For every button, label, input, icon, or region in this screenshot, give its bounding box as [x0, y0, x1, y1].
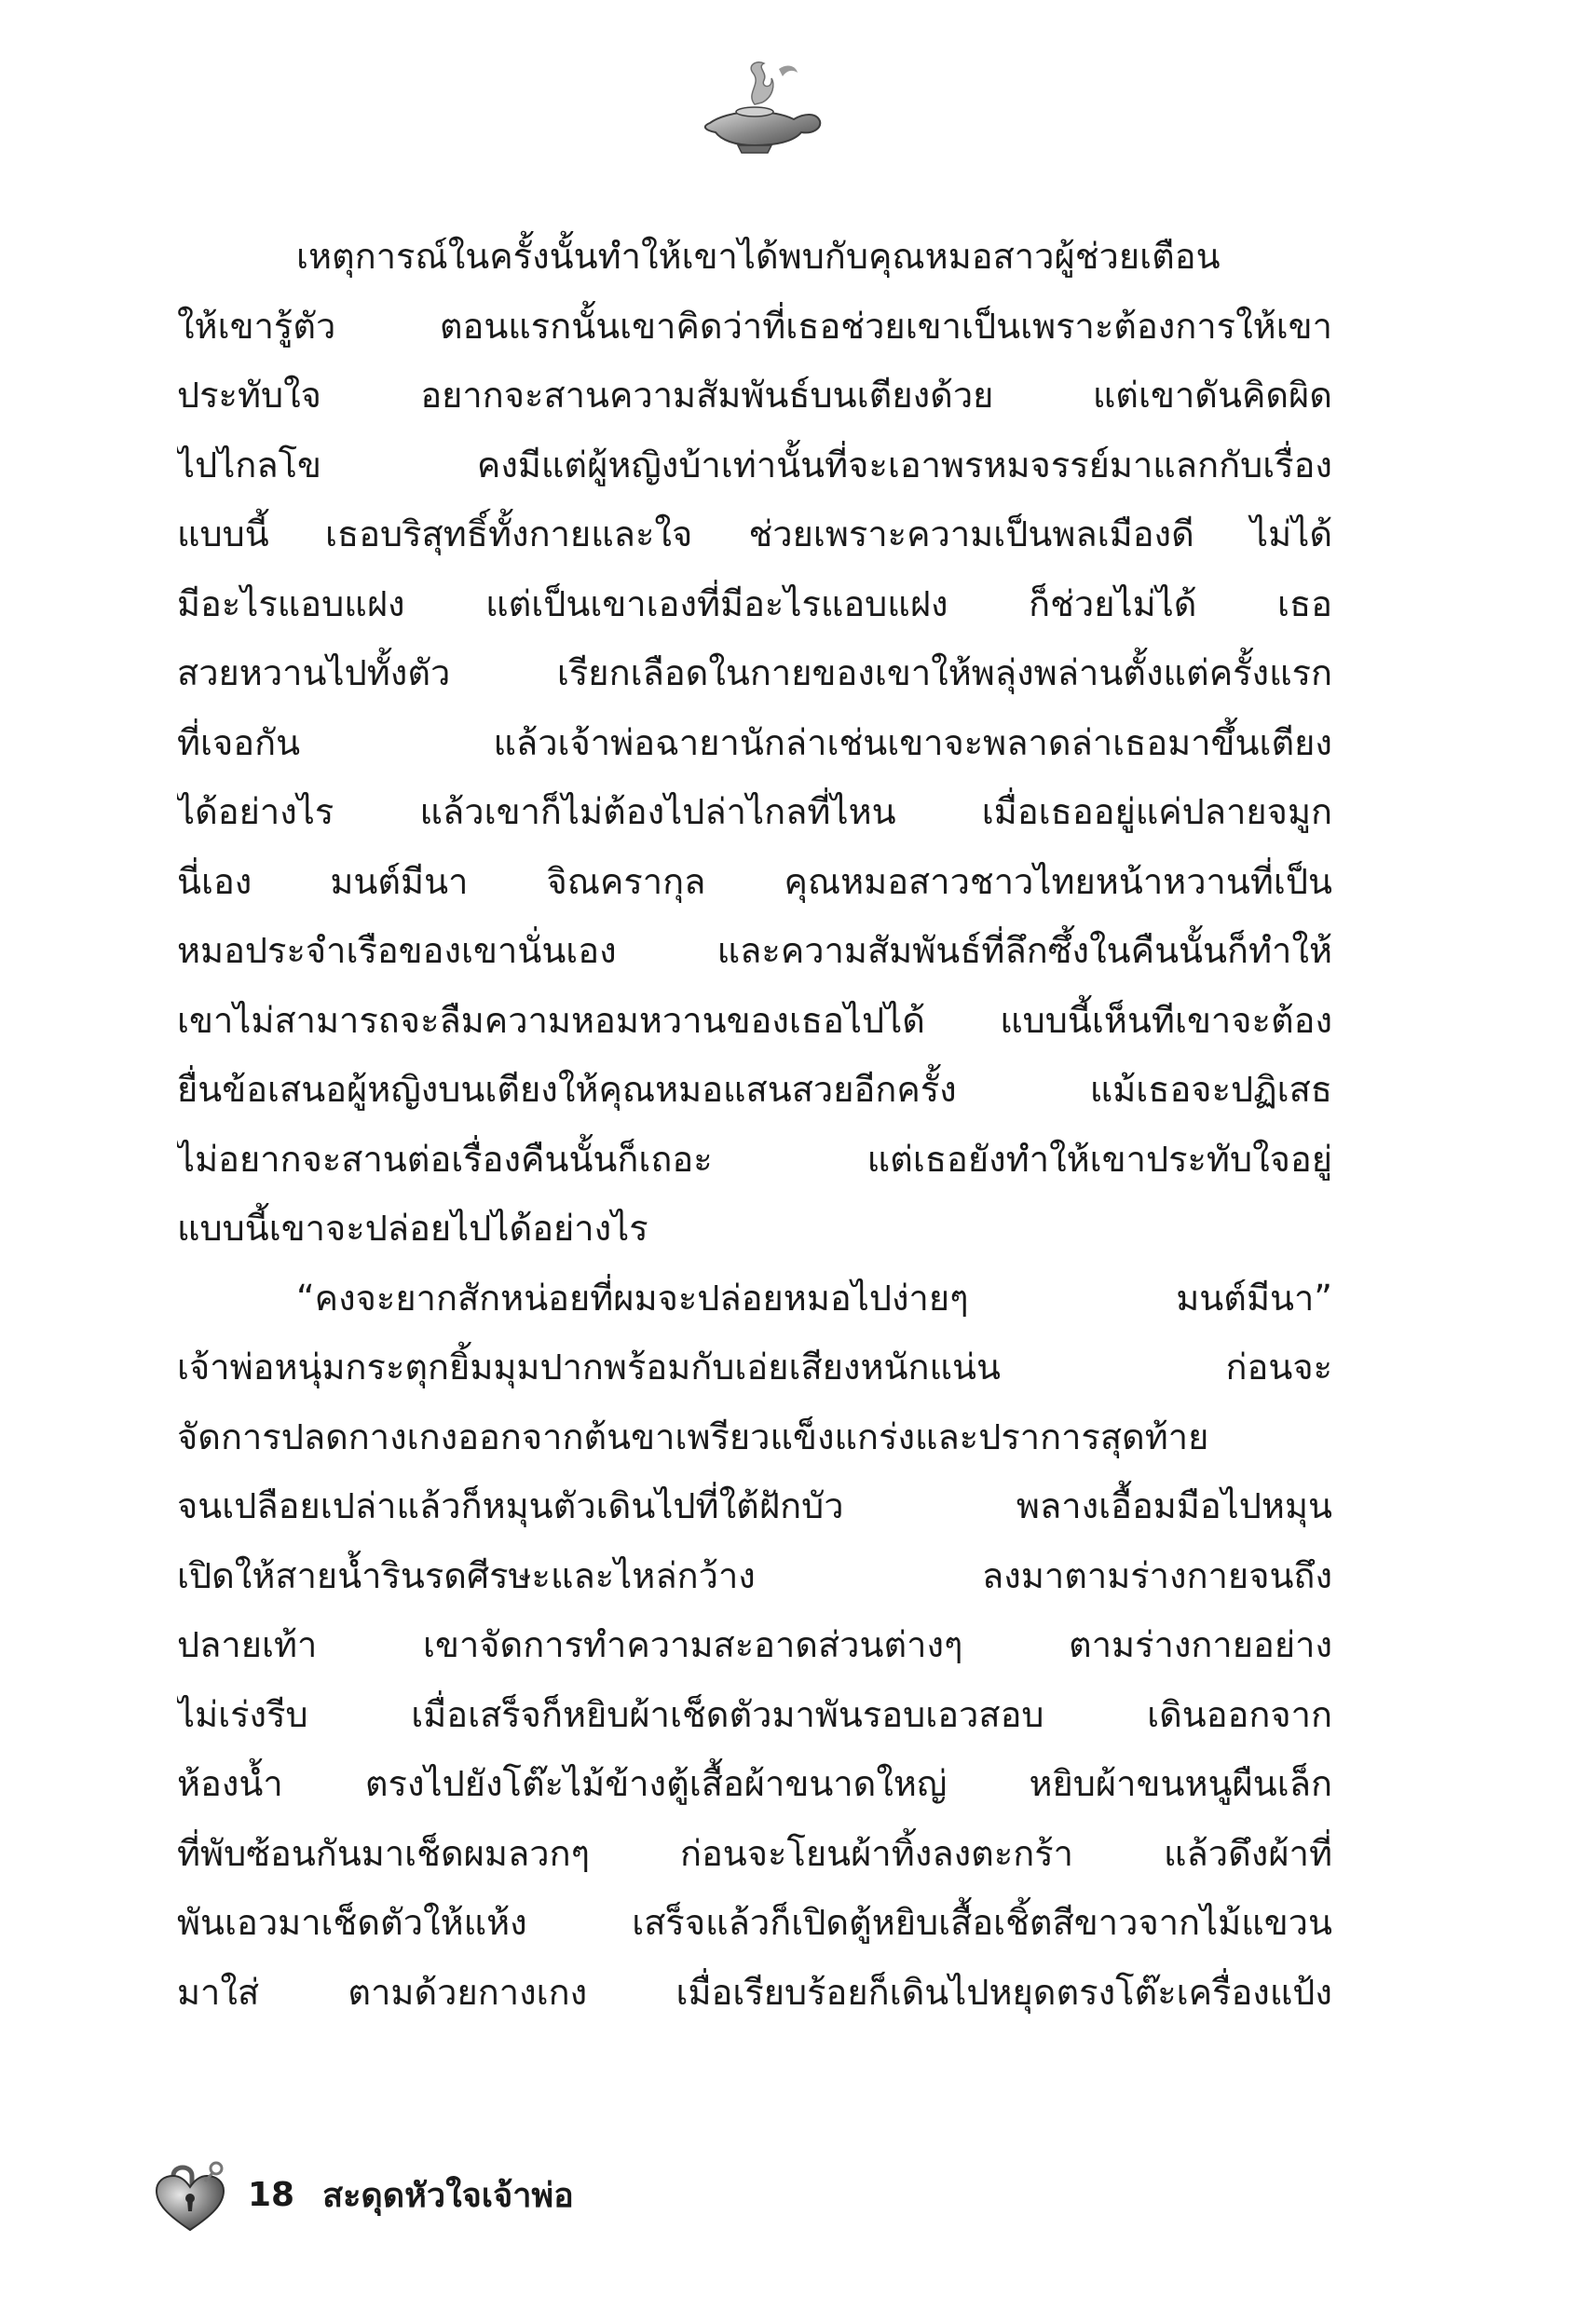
- text-line: ได้อย่างไร แล้วเขาก็ไม่ต้องไปล่าไกลที่ไหน เมื่อเธออยู่แค่ปลายจมูก: [177, 791, 1332, 832]
- text-line: หมอประจำเรือของเขานั่นเอง และความสัมพันธ์ที่ลึกซึ้งในคืนนั้นก็ทำให้: [177, 930, 1332, 971]
- text-line: จัดการปลดกางเกงออกจากต้นขาเพรียวแข็งแกร่งและปราการสุดท้าย: [177, 1415, 1209, 1457]
- text-line: มาใส่ ตามด้วยกางเกง เมื่อเรียบร้อยก็เดินไปหยุดตรงโต๊ะเครื่องแป้ง: [177, 1971, 1332, 2013]
- body-text: [177, 222, 1332, 2132]
- page-number: 18: [248, 2175, 295, 2214]
- text-line: ที่พับซ้อนกันมาเช็ดผมลวกๆ ก่อนจะโยนผ้าทิ้งลงตะกร้า แล้วดึงผ้าที่: [177, 1832, 1332, 1874]
- text-line: มีอะไรแอบแฝง แต่เป็นเขาเองที่มีอะไรแอบแฝง ก็ช่วยไม่ได้ เธอ: [177, 582, 1332, 624]
- text-line: ประทับใจ อยากจะสานความสัมพันธ์บนเตียงด้วย แต่เขาดันคิดผิด: [177, 375, 1332, 416]
- text-line: แบบนี้ เธอบริสุทธิ์ทั้งกายและใจ ช่วยเพราะความเป็นพลเมืองดี ไม่ได้: [177, 513, 1332, 554]
- text-line: จนเปลือยเปล่าแล้วก็หมุนตัวเดินไปที่ใต้ฝักบัว พลางเอื้อมมือไปหมุน: [177, 1485, 1332, 1526]
- text-line: ไม่เร่งรีบ เมื่อเสร็จก็หยิบผ้าเช็ดตัวมาพันรอบเอวสอบ เดินออกจาก: [177, 1693, 1332, 1735]
- text-line: เหตุการณ์ในครั้งนั้นทำให้เขาได้พบกับคุณหมอสาวผู้ช่วยเตือน: [296, 236, 1221, 277]
- text-line: ไปไกลโข คงมีแต่ผู้หญิงบ้าเท่านั้นที่จะเอาพรหมจรรย์มาแลกกับเรื่อง: [177, 444, 1332, 485]
- paragraph: [177, 1264, 1332, 2028]
- text-line: เขาไม่สามารถจะลืมความหอมหวานของเธอไปได้ แบบนี้เห็นทีเขาจะต้อง: [177, 999, 1332, 1041]
- text-line: นี่เอง มนต์มีนา จิณครากุล คุณหมอสาวชาวไทยหน้าหวานที่เป็น: [177, 860, 1332, 902]
- heart-lock-icon: [149, 2154, 231, 2236]
- text-line: ให้เขารู้ตัว ตอนแรกนั้นเขาคิดว่าที่เธอช่วยเขาเป็นเพราะต้องการให้เขา: [177, 305, 1332, 347]
- book-title: สะดุดหัวใจเจ้าพ่อ: [322, 2176, 574, 2215]
- text-line: พันเอวมาเช็ดตัวให้แห้ง เสร็จแล้วก็เปิดตู้หยิบเสื้อเชิ้ตสีขาวจากไม้แขวน: [177, 1902, 1332, 1943]
- text-line: ที่เจอกัน แล้วเจ้าพ่อฉายานักล่าเช่นเขาจะพลาดล่าเธอมาขึ้นเตียง: [177, 721, 1332, 763]
- text-line: ไม่อยากจะสานต่อเรื่องคืนนั้นก็เถอะ แต่เธอยังทำให้เขาประทับใจอยู่: [177, 1138, 1332, 1180]
- page-footer: [149, 2153, 988, 2236]
- text-line: ปลายเท้า เขาจัดการทำความสะอาดส่วนต่างๆ ตามร่างกายอย่าง: [177, 1624, 1332, 1665]
- text-line: เปิดให้สายน้ำรินรดศีรษะและไหล่กว้าง ลงมาตามร่างกายจนถึง: [177, 1554, 1332, 1596]
- text-line: แบบนี้เขาจะปล่อยไปได้อย่างไร: [177, 1208, 648, 1249]
- genie-lamp-icon: [689, 56, 829, 158]
- paragraph: [177, 222, 1332, 1264]
- text-line: สวยหวานไปทั้งตัว เรียกเลือดในกายของเขาให้พลุ่งพล่านตั้งแต่ครั้งแรก: [177, 652, 1332, 693]
- text-line: เจ้าพ่อหนุ่มกระตุกยิ้มมุมปากพร้อมกับเอ่ยเสียงหนักแน่น ก่อนจะ: [177, 1347, 1332, 1388]
- text-line: ห้องน้ำ ตรงไปยังโต๊ะไม้ข้างตู้เสื้อผ้าขนาดใหญ่ หยิบผ้าขนหนูผืนเล็ก: [177, 1763, 1332, 1804]
- text-line: ยื่นข้อเสนอผู้หญิงบนเตียงให้คุณหมอแสนสวยอีกครั้ง แม้เธอจะปฏิเสธ: [177, 1069, 1332, 1110]
- text-line: “คงจะยากสักหน่อยที่ผมจะปล่อยหมอไปง่ายๆ มนต์มีนา”: [296, 1277, 1332, 1319]
